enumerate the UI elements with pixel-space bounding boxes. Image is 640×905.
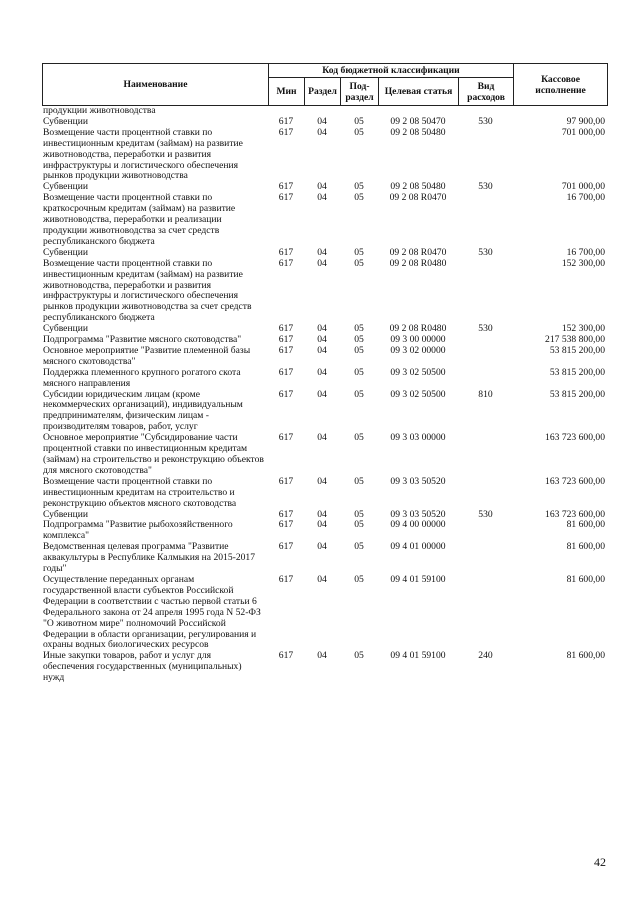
table-row <box>42 575 607 651</box>
cell-type <box>458 368 513 390</box>
cell-name: Ведомственная целевая программа "Развитие аквакультуры в Республике Калмыкия на 2015-2017 годы" <box>43 541 256 575</box>
cell-min: 617 <box>278 519 294 531</box>
cell-name: Иные закупки товаров, работ и услуг для обеспечения государственных (муниципальных) нужд <box>43 650 242 684</box>
cell-type: 530 <box>478 115 493 127</box>
cell-min: 617 <box>278 366 294 378</box>
cell-target: 09 2 08 50480 <box>390 181 446 193</box>
cell-amount: 163 723 600,00 <box>545 432 605 444</box>
cell-min: 617 <box>278 541 294 553</box>
cell-target: 09 2 08 50470 <box>390 115 446 127</box>
cell-name: Возмещение части процентной ставки по краткосрочным кредитам (займам) на развитие животноводства, переработки и реализации продукции животноводства за счет средств республиканского бюджета <box>43 192 236 247</box>
cell-type: 530 <box>478 181 493 193</box>
cell-subsection: 05 <box>354 432 364 444</box>
cell-subsection: 05 <box>354 181 364 193</box>
cell-amount: 217 538 800,00 <box>545 334 605 346</box>
cell-target: 09 4 01 59100 <box>390 573 446 585</box>
cell-section: 04 <box>317 432 327 444</box>
table-row <box>42 651 607 684</box>
cell-section: 04 <box>317 475 327 487</box>
cell-min: 617 <box>278 246 294 258</box>
cell-min: 617 <box>278 573 294 585</box>
cell-amount: 16 700,00 <box>566 192 605 204</box>
cell-section: 04 <box>317 246 327 258</box>
cell-amount: 81 600,00 <box>566 519 605 531</box>
cell-name: Поддержка племенного крупного рогатого скота мясного направления <box>43 366 241 389</box>
cell-amount: 53 815 200,00 <box>549 344 605 356</box>
cell-name: Осуществление переданных органам государственной власти субъектов Российской Федерации в соответствии с частью первой статьи 6 Федерального закона от 24 апреля 1995 года N 52-ФЗ "О животном мире" полномочий Российской Федерации в области организации, регулирования и охраны водных биологических ресурсов <box>43 573 261 651</box>
cell-type <box>458 542 513 575</box>
cell-type <box>458 128 513 183</box>
cell-subsection: 05 <box>354 334 364 346</box>
cell-section: 04 <box>317 115 327 127</box>
cell-target: 09 2 08 50480 <box>390 126 446 138</box>
cell-subsection: 05 <box>354 192 364 204</box>
cell-min: 617 <box>278 323 294 335</box>
cell-target: 09 3 03 50520 <box>390 475 446 487</box>
cell-type: 810 <box>478 388 493 400</box>
table-row <box>42 520 607 542</box>
cell-subsection: 05 <box>354 573 364 585</box>
cell-amount: 53 815 200,00 <box>549 388 605 400</box>
cell-section: 04 <box>317 650 327 662</box>
cell-amount: 97 900,00 <box>566 115 605 127</box>
cell-section: 04 <box>317 519 327 531</box>
header-code-group: Код бюджетной классификации <box>269 64 514 78</box>
cell-min: 617 <box>278 650 294 662</box>
cell-name: Субвенции <box>43 246 88 258</box>
cell-amount: 16 700,00 <box>566 246 605 258</box>
table-body <box>42 106 607 684</box>
cell-name: Подпрограмма "Развитие рыбохозяйственного комплекса" <box>43 519 233 542</box>
cell-subsection: 05 <box>354 344 364 356</box>
cell-min: 617 <box>278 432 294 444</box>
cell-type <box>458 520 513 542</box>
cell-section: 04 <box>317 192 327 204</box>
cell-amount: 163 723 600,00 <box>545 508 605 520</box>
cell-subsection: 05 <box>354 366 364 378</box>
cell-amount: 81 600,00 <box>566 573 605 585</box>
header-section: Раздел <box>305 78 341 106</box>
cell-min: 617 <box>278 181 294 193</box>
table-header <box>42 63 608 106</box>
cell-subsection: 05 <box>354 246 364 258</box>
cell-target: 09 4 00 00000 <box>390 519 446 531</box>
cell-subsection: 05 <box>354 508 364 520</box>
header-subsection: Под-раздел <box>341 78 379 106</box>
cell-section: 04 <box>317 257 327 269</box>
cell-target: 09 3 03 00000 <box>390 432 446 444</box>
cell-amount: 53 815 200,00 <box>549 366 605 378</box>
cell-target: 09 2 08 R0480 <box>389 323 447 335</box>
cell-subsection: 05 <box>354 541 364 553</box>
header-amount: Кассовое исполнение <box>514 64 608 106</box>
cell-type <box>458 259 513 324</box>
cell-type: 240 <box>478 650 493 662</box>
cell-amount: 81 600,00 <box>566 541 605 553</box>
cell-name: Субвенции <box>43 115 88 127</box>
header-type: Вид расходов <box>459 78 514 106</box>
table-row <box>42 433 607 477</box>
cell-subsection: 05 <box>354 650 364 662</box>
cell-target: 09 2 08 R0470 <box>389 246 447 258</box>
cell-amount: 163 723 600,00 <box>545 475 605 487</box>
table-row <box>42 542 607 575</box>
cell-name: продукции животноводства <box>43 105 156 116</box>
header-target: Целевая статья <box>379 78 459 106</box>
cell-section: 04 <box>317 126 327 138</box>
table-row <box>42 193 607 248</box>
cell-type <box>458 346 513 368</box>
cell-subsection: 05 <box>354 519 364 531</box>
cell-subsection: 05 <box>354 323 364 335</box>
header-min: Мин <box>269 78 305 106</box>
cell-subsection: 05 <box>354 126 364 138</box>
cell-min: 617 <box>278 334 294 346</box>
cell-amount: 81 600,00 <box>566 650 605 662</box>
table-row <box>42 477 607 510</box>
cell-section: 04 <box>317 388 327 400</box>
cell-section: 04 <box>317 323 327 335</box>
cell-min: 617 <box>278 192 294 204</box>
cell-target: 09 3 02 00000 <box>390 344 446 356</box>
cell-min: 617 <box>278 508 294 520</box>
cell-target: 09 2 08 R0470 <box>389 192 447 204</box>
table-row <box>42 390 607 434</box>
cell-target: 09 3 02 50500 <box>390 388 446 400</box>
cell-type <box>458 477 513 510</box>
cell-min: 617 <box>278 475 294 487</box>
cell-amount: 701 000,00 <box>561 126 605 138</box>
cell-target: 09 4 01 00000 <box>390 541 446 553</box>
cell-type <box>458 335 513 346</box>
cell-name: Субсидии юридическим лицам (кроме некоммерческих организаций), индивидуальным предпринимателям, физическим лицам - производителям товаров, работ, услуг <box>43 388 243 433</box>
cell-name: Субвенции <box>43 508 88 520</box>
cell-subsection: 05 <box>354 475 364 487</box>
cell-name: Основное мероприятие "Развитие племенной базы мясного скотоводства" <box>43 344 251 367</box>
cell-section: 04 <box>317 573 327 585</box>
cell-section: 04 <box>317 181 327 193</box>
table-row <box>42 346 607 368</box>
cell-type <box>458 575 513 651</box>
cell-section: 04 <box>317 541 327 553</box>
cell-amount: 152 300,00 <box>561 323 605 335</box>
cell-target: 09 3 00 00000 <box>390 334 446 346</box>
cell-min: 617 <box>278 388 294 400</box>
cell-min: 617 <box>278 344 294 356</box>
cell-target: 09 2 08 R0480 <box>389 257 447 269</box>
header-name: Наименование <box>43 64 269 106</box>
cell-subsection: 05 <box>354 388 364 400</box>
cell-name: Основное мероприятие "Субсидирование части процентной ставки по инвестиционным кредитам (займам) на строительство и реконструкцию объектов для мясного скотоводства" <box>43 432 264 476</box>
cell-name: Подпрограмма "Развитие мясного скотоводства" <box>43 334 242 346</box>
cell-min: 617 <box>278 126 294 138</box>
cell-subsection: 05 <box>354 115 364 127</box>
cell-min: 617 <box>278 257 294 269</box>
cell-name: Возмещение части процентной ставки по инвестиционным кредитам на строительство и реконструкцию объектов мясного скотоводства <box>43 475 237 509</box>
table-row <box>42 368 607 390</box>
cell-target: 09 3 02 50500 <box>390 366 446 378</box>
cell-name: Возмещение части процентной ставки по инвестиционным кредитам (займам) на развитие животноводства, переработки и развития инфраструктуры и логистического обеспечения рынков продукции животноводства <box>43 126 243 182</box>
cell-target: 09 3 03 50520 <box>390 508 446 520</box>
cell-amount: 152 300,00 <box>561 257 605 269</box>
cell-type: 530 <box>478 508 493 520</box>
cell-section: 04 <box>317 366 327 378</box>
cell-min: 617 <box>278 115 294 127</box>
cell-name: Субвенции <box>43 323 88 335</box>
page-number: 42 <box>594 855 606 869</box>
cell-section: 04 <box>317 344 327 356</box>
cell-section: 04 <box>317 334 327 346</box>
cell-type: 530 <box>478 323 493 335</box>
cell-subsection: 05 <box>354 257 364 269</box>
cell-type <box>458 193 513 248</box>
cell-type <box>458 433 513 477</box>
budget-table <box>42 106 607 684</box>
table-row <box>42 128 607 183</box>
cell-name: Возмещение части процентной ставки по инвестиционным кредитам (займам) на развитие животноводства, переработки и развития инфраструктуры и логистического обеспечения рынков продукции животноводства за счет средств республиканского бюджета <box>43 257 252 324</box>
cell-amount: 701 000,00 <box>561 181 605 193</box>
cell-target: 09 4 01 59100 <box>390 650 446 662</box>
cell-type: 530 <box>478 246 493 258</box>
cell-name: Субвенции <box>43 181 88 193</box>
cell-section: 04 <box>317 508 327 520</box>
table-row <box>42 259 607 324</box>
